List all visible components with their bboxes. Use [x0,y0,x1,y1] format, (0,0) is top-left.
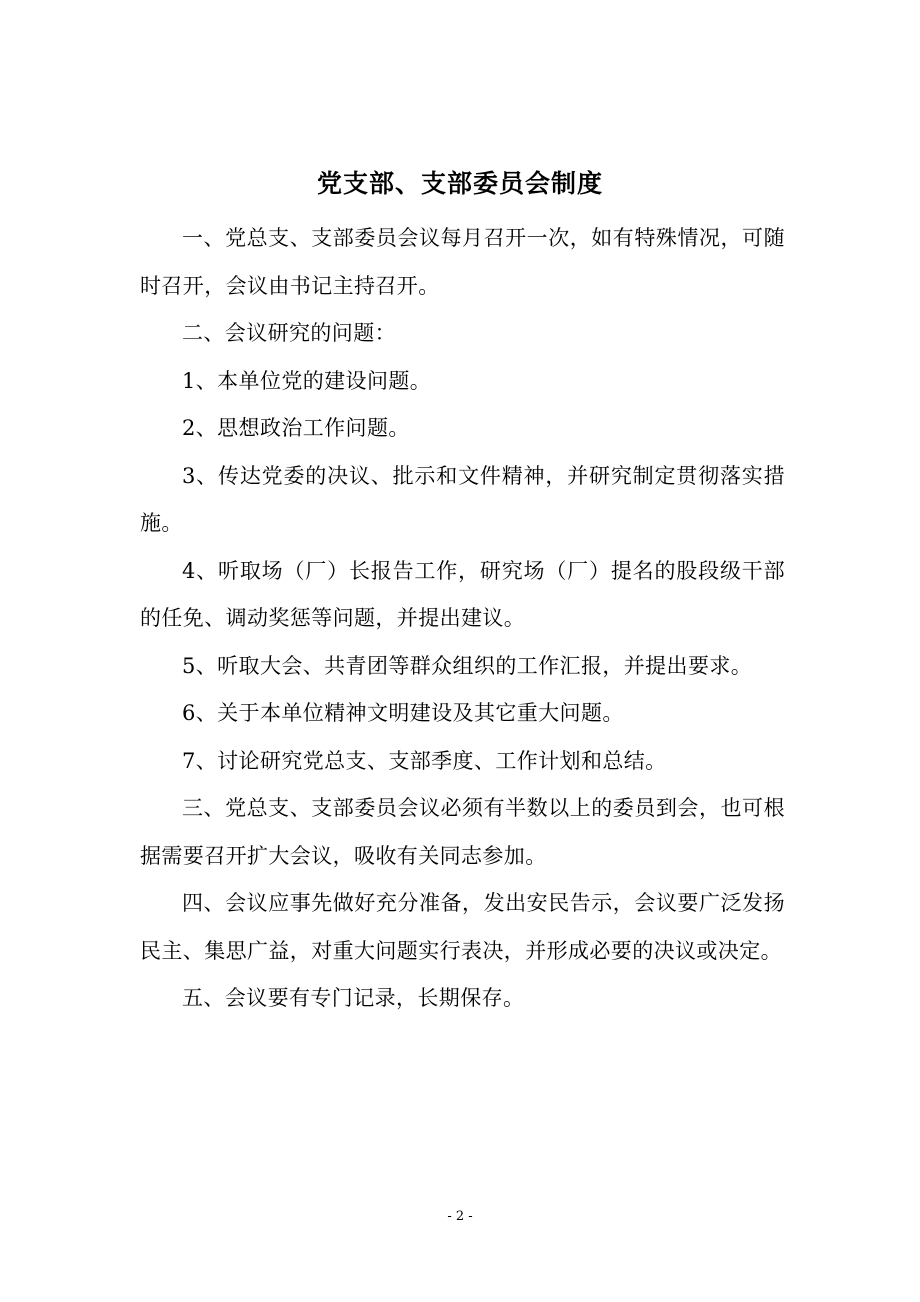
paragraph-9: 7、讨论研究党总支、支部季度、工作计划和总结。 [182,748,667,773]
paragraph-4: 2、思想政治工作问题。 [182,416,410,440]
paragraph-10: 三、党总支、支部委员会议必须有半数以上的委员到会，也可根据需要召开扩大会议，吸收有关同志参加。 [140,796,785,868]
page-number: - 2 - [447,1209,473,1224]
paragraph-5: 3、传达党委的决议、批示和文件精神，并研究制定贯彻落实措施。 [140,463,785,535]
document-body [140,215,785,1023]
paragraph-11: 四、会议应事先做好充分准备，发出安民告示，会议要广泛发扬民主、集思广益，对重大问题实行表决，并形成必要的决议或决定。 [140,891,785,963]
paragraph-8: 6、关于本单位精神文明建设及其它重大问题。 [182,701,624,725]
document-title: 党支部、支部委员会制度 [316,169,603,198]
paragraph-12: 五、会议要有专门记录，长期保存。 [182,986,525,1010]
paragraph-7: 5、听取大会、共青团等群众组织的工作汇报，并提出要求。 [182,653,753,678]
paragraph-1: 一、党总支、支部委员会议每月召开一次，如有特殊情况，可随时召开，会议由书记主持召开。 [140,226,785,298]
paragraph-3: 1、本单位党的建设问题。 [182,368,432,393]
paragraph-2: 二、会议研究的问题： [182,321,396,345]
paragraph-6: 4、听取场（厂）长报告工作，研究场（厂）提名的股段级干部的任免、调动奖惩等问题，并提出建议。 [140,558,785,630]
